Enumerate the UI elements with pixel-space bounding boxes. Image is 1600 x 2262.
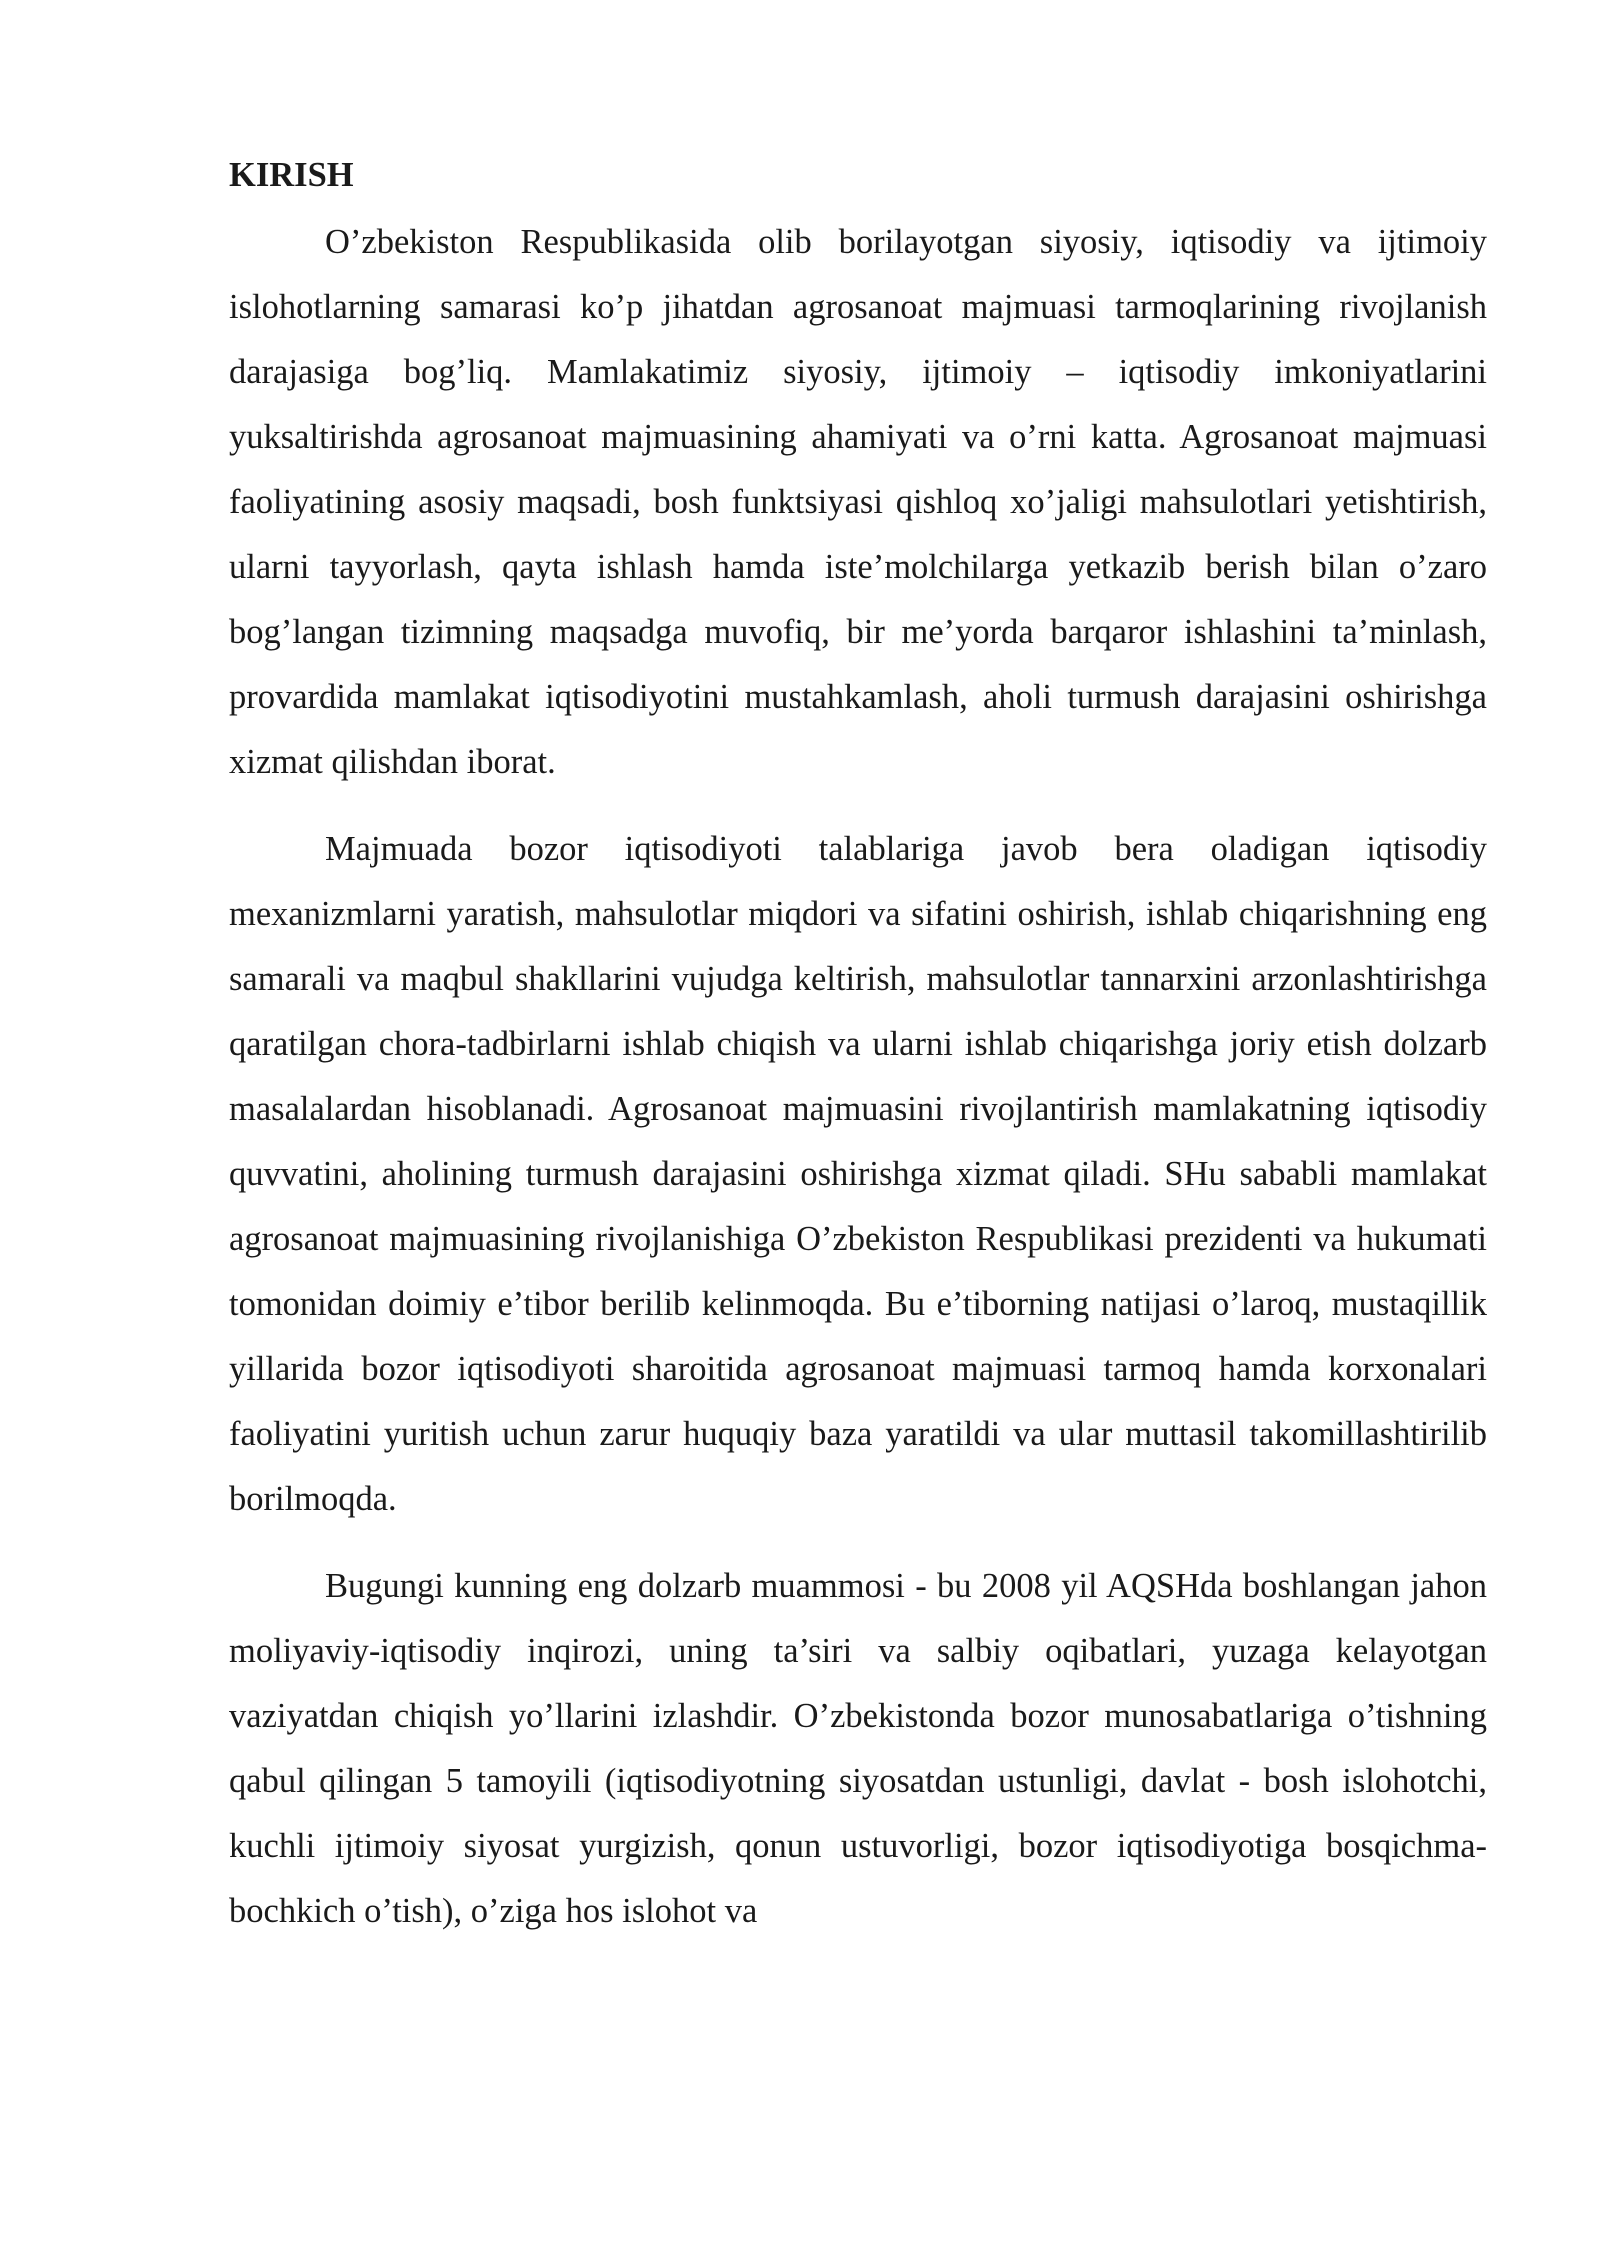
section-heading: KIRISH bbox=[229, 156, 354, 194]
document-body bbox=[229, 150, 1487, 1944]
paragraph-2: Majmuada bozor iqtisodiyoti talablariga javob bera oladigan iqtisodiy mexanizmlarni yaratish, mahsulotlar miqdori va sifatini oshirish, ishlab chiqarishning eng samarali va maqbul shakllarini vujudga keltirish, mahsulotlar tannarxini arzonlashtirishga qaratilgan chora-tadbirlarni ishlab chiqish va ularni ishlab chiqarishga joriy etish dolzarb masalalardan hisoblanadi. Agrosanoat majmuasini rivojlantirish mamlakatning iqtisodiy quvvatini, aholining turmush darajasini oshirishga xizmat qiladi. SHu sababli mamlakat agrosanoat majmuasining rivojlanishiga O’zbekiston Respublikasi prezidenti va hukumati tomonidan doimiy e’tibor berilib kelinmoqda. Bu e’tiborning natijasi o’laroq, mustaqillik yillarida bozor iqtisodiyoti sharoitida agrosanoat majmuasi tarmoq hamda korxonalari faoliyatini yuritish uchun zarur huquqiy baza yaratildi va ular muttasil takomillashtirilib borilmoqda. bbox=[229, 830, 1487, 1518]
paragraph-3: Bugungi kunning eng dolzarb muammosi - bu 2008 yil AQSHda boshlangan jahon moliyaviy-iqtisodiy inqirozi, uning ta’siri va salbiy oqibatlari, yuzaga kelayotgan vaziyatdan chiqish yo’llarini izlashdir. O’zbekistonda bozor munosabatlariga o’tishning qabul qilingan 5 tamoyili (iqtisodiyotning siyosatdan ustunligi, davlat - bosh islohotchi, kuchli ijtimoiy siyosat yurgizish, qonun ustuvorligi, bozor iqtisodiyotiga bosqichma-bochkich o’tish), o’ziga hos islohot va bbox=[229, 1567, 1487, 1930]
paragraph-1: O’zbekiston Respublikasida olib borilayotgan siyosiy, iqtisodiy va ijtimoiy islohotlarning samarasi ko’p jihatdan agrosanoat majmuasi tarmoqlarining rivojlanish darajasiga bog’liq. Mamlakatimiz siyosiy, ijtimoiy – iqtisodiy imkoniyatlarini yuksaltirishda agrosanoat majmuasining ahamiyati va o’rni katta. Agrosanoat majmuasi faoliyatining asosiy maqsadi, bosh funktsiyasi qishloq xo’jaligi mahsulotlari yetishtirish, ularni tayyorlash, qayta ishlash hamda iste’molchilarga yetkazib berish bilan o’zaro bog’langan tizimning maqsadga muvofiq, bir me’yorda barqaror ishlashini ta’minlash, provardida mamlakat iqtisodiyotini mustahkamlash, aholi turmush darajasini oshirishga xizmat qilishdan iborat. bbox=[229, 223, 1487, 781]
